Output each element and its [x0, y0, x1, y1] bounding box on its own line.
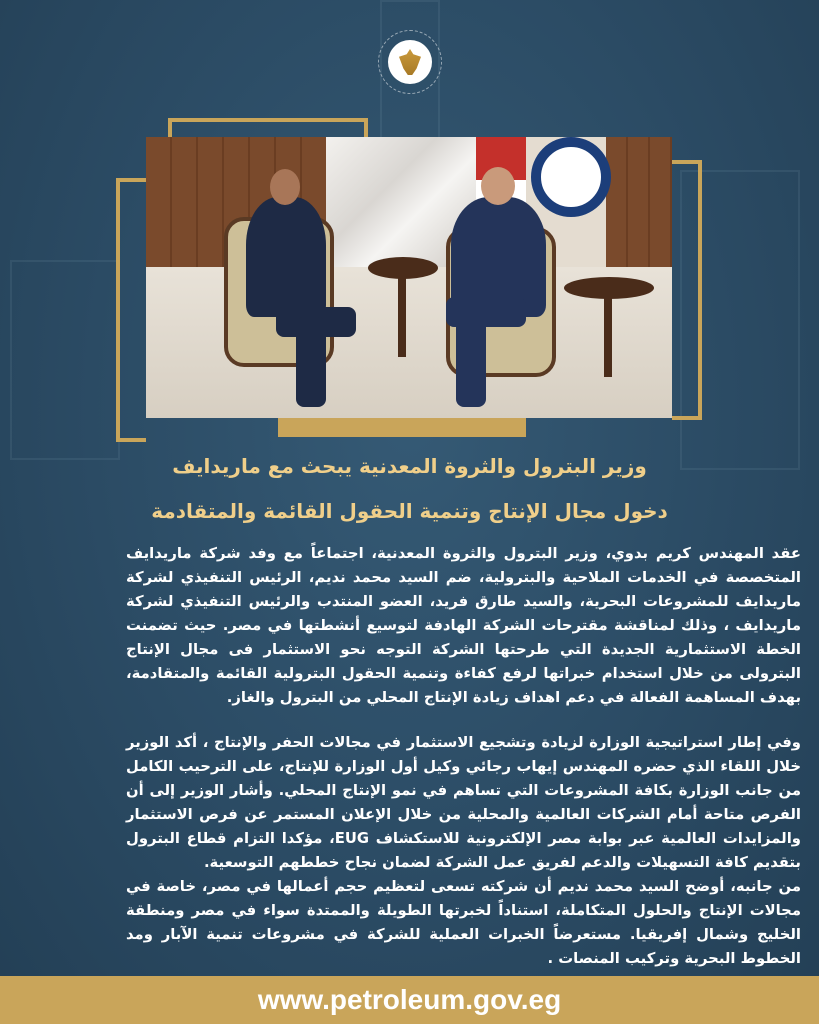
footer-bar: [0, 976, 819, 1024]
ministry-logo: [378, 30, 442, 94]
headline-line-1: وزير البترول والثروة المعدنية يبحث مع ماريدايف: [172, 454, 647, 478]
ministry-emblem: [531, 137, 611, 217]
gold-frame: [278, 415, 526, 437]
gold-frame: [672, 160, 702, 420]
meeting-photo: [146, 137, 672, 418]
gold-frame: [116, 178, 146, 442]
background-crane: [10, 260, 120, 460]
paragraph-3: من جانبه، أوضح السيد محمد نديم أن شركته تسعى لتعظيم حجم أعمالها في مصر، خاصة في مجالات الإنتاج والحلول المتكاملة، استناداً لخبرتها الطويلة والممتدة سواء في مصر ومنطقة الخليج وشمال إفريقيا. مستعرضاً الخبرات العملية للشركة في مشروعات تنمية الآبار ومد الخطوط البحرية وتركيب المنصات .: [126, 878, 801, 967]
paragraph-1: عقد المهندس كريم بدوي، وزير البترول والثروة المعدنية، اجتماعاً مع وفد شركة ماريدايف المتخصصة في الخدمات الملاحية والبترولية، ضم السيد محمد نديم، الرئيس التنفيذي لشركة ماريدايف للمشروعات البحرية، والسيد طارق فريد، العضو المنتدب والرئيس التنفيذي لشركة ماريدايف ، وذلك لمناقشة مقترحات الشركة الهادفة لتوسيع أنشطتها في مصر. حيث تضمنت الخطة الاستثمارية الجديدة التي طرحتها الشركة التوجه نحو الاستثمار فى مجال الإنتاج البترولى من خلال استخدام خبراتها لرفع كفاءة وتنمية الحقول البترولية القائمة والمتقادمة، بهدف المساهمة الفعالة في دعم اهداف زيادة الإنتاج المحلي من البترول والغاز.: [126, 545, 801, 706]
eagle-emblem-icon: [399, 49, 421, 75]
headline-line-2: دخول مجال الإنتاج وتنمية الحقول القائمة والمتقادمة: [151, 499, 668, 523]
website-link[interactable]: www.petroleum.gov.eg: [257, 984, 562, 1015]
paragraph-2: وفي إطار استراتيجية الوزارة لزيادة وتشجيع الاستثمار في مجالات الحفر والإنتاج ، أكد الوزير خلال اللقاء الذي حضره المهندس إيهاب رجائي وكيل أول الوزارة للإنتاج، على الترحيب الكامل من جانب الوزارة بكافة المشروعات التي تساهم في نمو الإنتاج المحلي. وأشار الوزير إلى أن الفرص متاحة أمام الشركات العالمية والمحلية من خلال الإعلان المستمر عن فرص الاستثمار والمزايدات العالمية عبر بوابة مصر الإلكترونية للاستكشاف EUG، مؤكدا التزام قطاع البترول بتقديم كافة التسهيلات والدعم لفريق عمل الشركة لضمان نجاح خططهم التوسعية.: [126, 734, 801, 871]
guest-person: [246, 197, 326, 317]
